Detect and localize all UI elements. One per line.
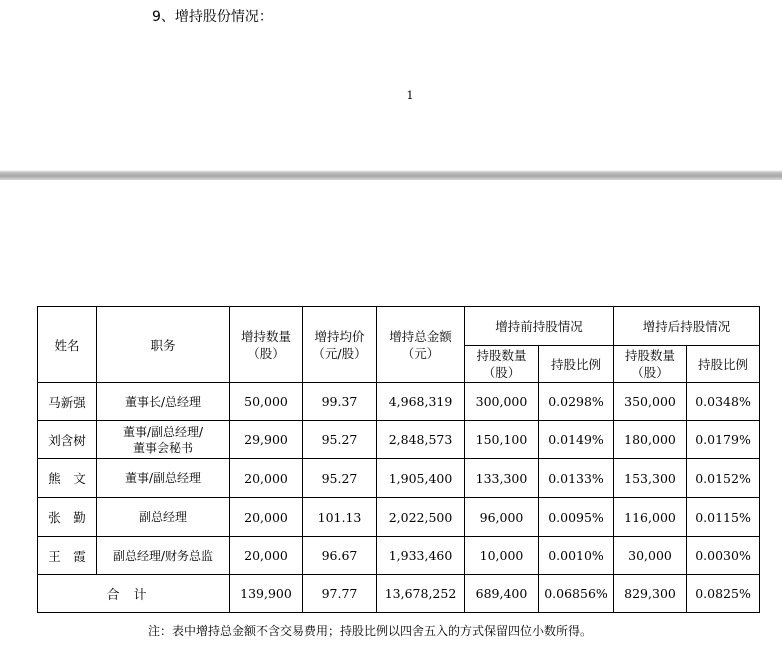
cell-name: 熊 文 [38,459,97,498]
header-after-shares-line1: 持股数量 [625,348,676,363]
cell-before-ratio: 0.0298% [539,383,614,421]
cell-quantity: 20,000 [230,537,303,575]
cell-total-amount: 1,933,460 [377,537,465,575]
cell-before-ratio: 0.0095% [539,498,614,537]
header-quantity-line1: 增持数量 [240,328,291,344]
position-line: 副总经理/财务总监 [112,548,214,563]
total-before-ratio: 0.06856% [539,575,614,613]
cell-total-amount: 2,022,500 [377,498,465,537]
cell-before-ratio: 0.0010% [539,537,614,575]
position-line: 董事长/总经理 [124,394,202,409]
cell-position [97,383,230,421]
position-line: 副总经理 [138,510,187,524]
cell-before-shares: 133,300 [465,459,539,498]
header-after-ratio: 持股比例 [687,346,760,383]
document-page-top [0,0,782,170]
position-line: 董事会秘书 [132,440,193,455]
position-line: 董事/副总经理/ [122,424,204,439]
total-amount: 13,678,252 [377,575,465,613]
cell-after-shares: 30,000 [614,537,687,575]
header-quantity-line2: （股） [247,345,285,361]
cell-avg-price: 96.67 [303,537,377,575]
cell-avg-price: 99.37 [303,383,377,421]
cell-after-ratio: 0.0030% [687,537,760,575]
cell-before-shares: 150,100 [465,421,539,459]
cell-name: 王 霞 [38,537,97,575]
table-body [38,383,760,575]
header-total-amount-line1: 增持总金额 [389,328,452,344]
header-avg-price-line1: 增持均价 [314,328,365,344]
cell-avg-price: 95.27 [303,421,377,459]
header-total-amount-line2: （元） [401,345,440,361]
cell-position [97,421,230,459]
total-label: 合计 [38,575,230,613]
cell-after-ratio: 0.0115% [687,498,760,537]
cell-after-shares: 350,000 [614,383,687,421]
cell-position [97,459,230,498]
position-line: 董事/副总经理 [124,471,202,485]
page-break-gap [0,170,782,180]
cell-position [97,537,230,575]
table-row [38,459,760,498]
table-row [38,537,760,575]
total-after-shares: 829,300 [614,575,687,613]
cell-before-shares: 300,000 [465,383,539,421]
header-after-group: 增持后持股情况 [614,307,760,346]
cell-before-shares: 10,000 [465,537,539,575]
cell-after-shares: 116,000 [614,498,687,537]
header-total-amount [377,307,465,383]
header-before-group: 增持前持股情况 [465,307,614,346]
total-after-ratio: 0.0825% [687,575,760,613]
header-before-shares [465,346,539,383]
cell-name: 刘含树 [38,421,97,459]
header-after-shares-line2: （股） [631,365,669,380]
total-quantity: 139,900 [230,575,303,613]
header-name: 姓名 [38,307,97,383]
share-increase-table [37,306,760,613]
cell-after-shares: 180,000 [614,421,687,459]
cell-avg-price: 101.13 [303,498,377,537]
header-before-shares-line2: （股） [482,365,521,380]
table-row [38,383,760,421]
header-before-shares-line1: 持股数量 [476,348,527,363]
cell-total-amount: 1,905,400 [377,459,465,498]
header-quantity [230,307,303,383]
cell-quantity: 29,900 [230,421,303,459]
total-row [38,575,760,613]
table-row [38,498,760,537]
cell-after-ratio: 0.0348% [687,383,760,421]
cell-total-amount: 2,848,573 [377,421,465,459]
cell-after-ratio: 0.0179% [687,421,760,459]
cell-name: 张 勤 [38,498,97,537]
header-after-shares [614,346,687,383]
header-position: 职务 [97,307,230,383]
cell-name: 马新强 [38,383,97,421]
cell-after-shares: 153,300 [614,459,687,498]
cell-after-ratio: 0.0152% [687,459,760,498]
total-avg-price: 97.77 [303,575,377,613]
cell-total-amount: 4,968,319 [377,383,465,421]
cell-avg-price: 95.27 [303,459,377,498]
cell-quantity: 50,000 [230,383,303,421]
table-row [38,421,760,459]
cell-position [97,498,230,537]
page-number: 1 [406,89,414,102]
cell-before-shares: 96,000 [465,498,539,537]
cell-quantity: 20,000 [230,498,303,537]
header-avg-price-line2: （元/股） [312,345,367,361]
cell-quantity: 20,000 [230,459,303,498]
header-avg-price [303,307,377,383]
table-note: 注：表中增持总金额不含交易费用；持股比例以四舍五入的方式保留四位小数所得。 [148,624,593,638]
section-heading: 9、增持股份情况： [152,9,273,25]
cell-before-ratio: 0.0133% [539,459,614,498]
header-before-ratio: 持股比例 [539,346,614,383]
cell-before-ratio: 0.0149% [539,421,614,459]
total-before-shares: 689,400 [465,575,539,613]
